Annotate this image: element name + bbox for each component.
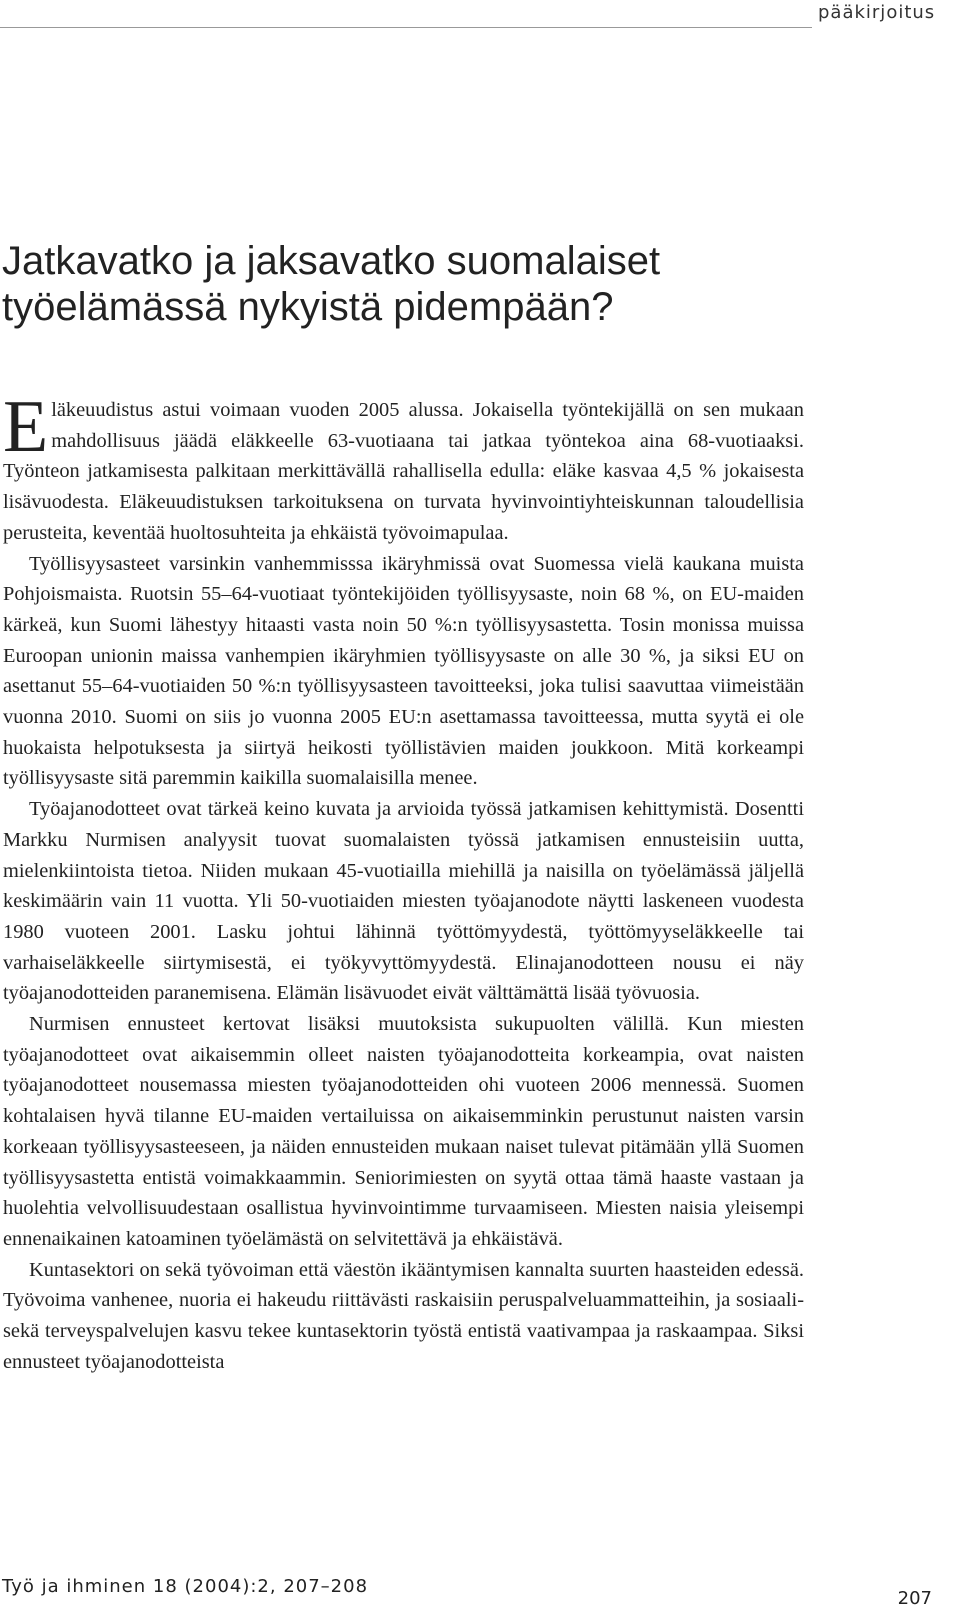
header-rule xyxy=(0,27,812,28)
paragraph: Työajanodotteet ovat tärkeä keino kuvata ja arvioida työssä jatkamisen kehittymistä. Dosentti Markku Nurmisen analyysit tuovat suomalaisten työssä jatkamisen ennusteisiin uutta, mielenkiintoista tietoa. Niiden mukaan 45-vuotiailla miehillä ja naisilla on työelämässä jäljellä keskimäärin vain 11 vuotta. Yli 50-vuotiaiden miesten työajanodote näytti laskeneen vuodesta 1980 vuoteen 2001. Lasku johtui lähinnä työttömyydestä, työttömyyseläkkeelle tai varhaiseläkkeelle siirtymisestä, ei työkyvyttömyydestä. Elinajanodotteen nousu ei näy työajanodotteiden paranemisena. Elämän lisävuodet eivät välttämättä lisää työvuosia. xyxy=(3,798,804,1005)
journal-citation: Työ ja ihminen 18 (2004):2, 207–208 xyxy=(2,1576,369,1597)
article-body xyxy=(3,386,804,1378)
article-title xyxy=(2,238,902,330)
drop-cap: E xyxy=(3,386,49,468)
paragraph xyxy=(3,386,804,549)
title-line: työelämässä nykyistä pidempään? xyxy=(2,285,614,329)
title-line: Jatkavatko ja jaksavatko suomalaiset xyxy=(2,239,661,283)
page-number: 207 xyxy=(897,1588,932,1609)
paragraph: Nurmisen ennusteet kertovat lisäksi muutoksista sukupuolten välillä. Kun miesten työajanodotteet ovat aikaisemmin olleet naisten työajanodotteita korkeampia, ovat naisten työajanodotteet nousemassa miesten työajanodotteiden ohi vuoteen 2006 mennessä. Suomen kohtalaisen hyvä tilanne EU-maiden vertailuissa on aikaisemminkin perustunut naisten varsin korkeaan työllisyysasteeseen, ja näiden ennusteiden mukaan naiset tulevat pitämään yllä Suomen työllisyysastetta entistä voimakkaammin. Seniorimiesten on syytä ottaa tämä haaste vastaan ja huolehtia velvollisuudestaan osallistua hyvinvointimme turvaamiseen. Miesten naisia yleisempi ennenaikainen katoaminen työelämästä on selvitettävä ja ehkäistävä. xyxy=(3,1013,804,1250)
paragraph-text: läkeuudistus astui voimaan vuoden 2005 alussa. Jokaisella työntekijällä on sen mukaan mahdollisuus jäädä eläkkeelle 63-vuotiaana tai jatkaa työntekoa aina 68-vuotiaaksi. Työnteon jatkamisesta palkitaan merkittävällä rahallisella edulla: eläke kasvaa 4,5 % jokaisesta lisävuodesta. Eläkeuudistuksen tarkoituksena on turvata hyvinvointiyhteiskunnan taloudellisia perusteita, keventää huoltosuhteita ja ehkäistä työvoimapulaa. xyxy=(3,399,804,544)
paragraph: Työllisyysasteet varsinkin vanhemmisssa ikäryhmissä ovat Suomessa vielä kaukana muista Pohjoismaista. Ruotsin 55–64-vuotiaat työntekijöiden työllisyysaste, noin 68 %, on EU-maiden kärkeä, kun Suomi lähestyy hitaasti vasta noin 50 %:n työllisyysastetta. Tosin monissa muissa Euroopan unionin maissa vanhempien ikäryhmien työllisyysaste on alle 30 %, ja siksi EU on asettanut 55–64-vuotiaiden 50 %:n työllisyysasteen tavoitteeksi, joka tulisi saavuttaa viimeistään vuonna 2010. Suomi on siis jo vuonna 2005 EU:n asettamassa tavoitteessa, mutta syytä ei ole huokaista helpotuksesta ja siirtyä heikosti työllistävien maiden joukkoon. Mitä korkeampi työllisyysaste sitä paremmin kaikilla suomalaisilla menee. xyxy=(3,552,804,790)
section-label: pääkirjoitus xyxy=(818,2,936,23)
paragraph: Kuntasektori on sekä työvoiman että väestön ikääntymisen kannalta suurten haasteiden edessä. Työvoima vanhenee, nuoria ei hakeudu riittävästi raskaisiin peruspalveluammatteihin, ja sosiaali- sekä terveyspalvelujen kasvu tekee kuntasektorin työstä entistä vaativampaa ja raskaampaa. Siksi ennusteet työajanodotteista xyxy=(3,1258,804,1373)
